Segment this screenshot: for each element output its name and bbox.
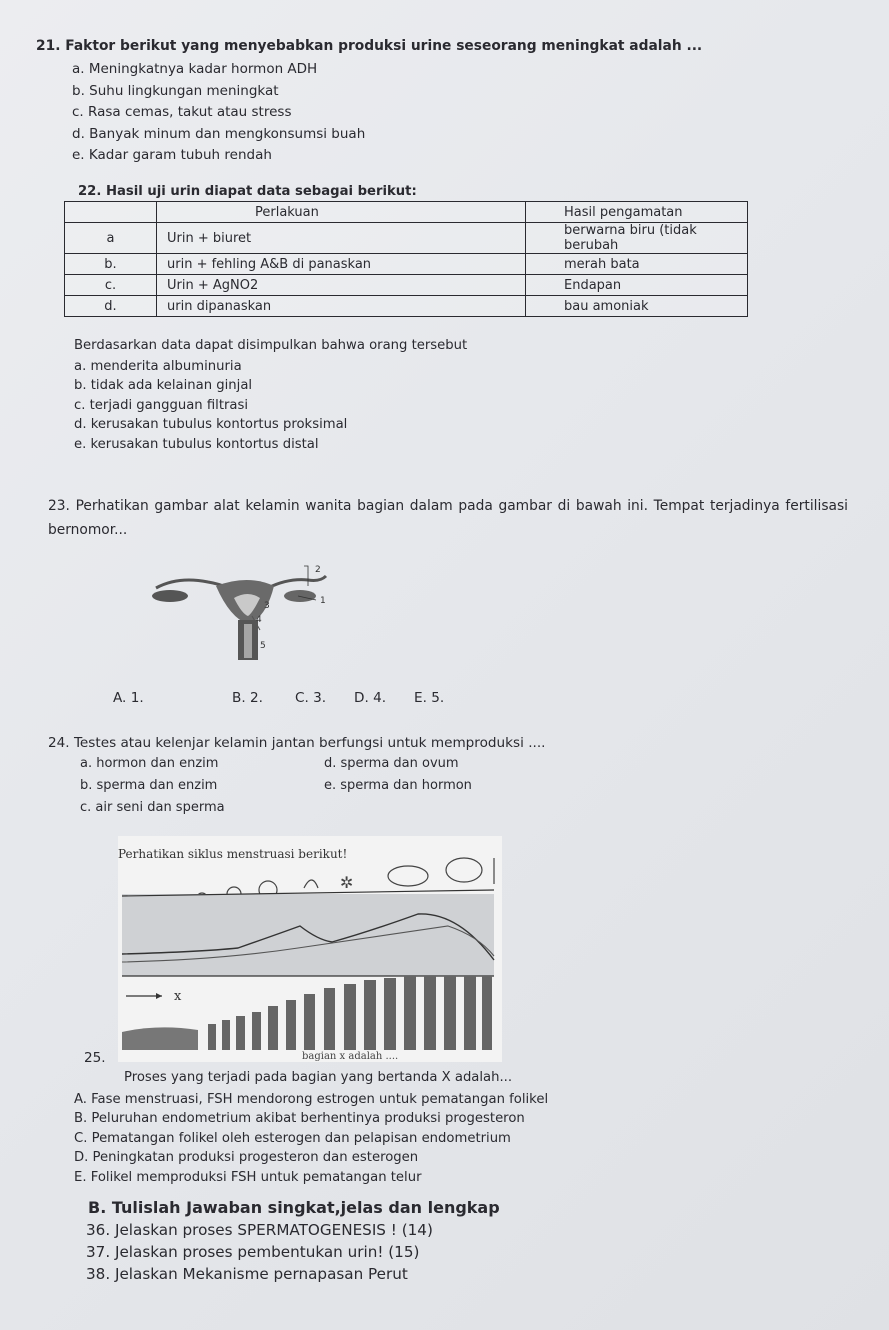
section-b-question-36: 36. Jelaskan proses SPERMATOGENESIS ! (14) [86, 1221, 433, 1239]
table-cell: berwarna biru (tidak berubah [526, 223, 748, 254]
figure-label: 3 [264, 601, 270, 611]
table-cell: urin dipanaskan [157, 296, 526, 317]
table-row [65, 296, 748, 317]
q23-text: 23. Perhatikan gambar alat kelamin wanita bagian dalam pada gambar di bawah ini. Tempat terjadinya fertilisasi bernomor... [48, 498, 848, 538]
table-cell: Endapan [526, 275, 748, 296]
table-row [65, 254, 748, 275]
q25-option-a[interactable]: A. Fase menstruasi, FSH mendorong estrogen untuk pematangan folikel [74, 1092, 549, 1107]
figure-label: 5 [260, 641, 266, 651]
q21-option-c[interactable]: c. Rasa cemas, takut atau stress [72, 104, 292, 120]
q23-option-c[interactable]: C. 3. [295, 690, 327, 706]
q25-options [74, 1089, 548, 1186]
q25-option-c[interactable]: C. Pematangan folikel oleh esterogen dan pelapisan endometrium [74, 1130, 511, 1146]
table-row [65, 223, 748, 254]
female-reproductive-organ-diagram [148, 558, 338, 660]
q23-option-a[interactable]: A. 1. [113, 690, 144, 706]
q25-option-e[interactable]: E. Folikel memproduksi FSH untuk pematangan telur [74, 1169, 422, 1185]
q22-title: 22. Hasil uji urin diapat data sebagai berikut: [78, 184, 417, 199]
q21-option-d[interactable]: d. Banyak minum dan mengkonsumsi buah [72, 125, 366, 142]
figure-marker-x: x [174, 989, 182, 1004]
svg-text:✲: ✲ [340, 873, 354, 892]
q22-option-a[interactable]: a. menderita albuminuria [74, 359, 242, 374]
q21-option-e[interactable]: e. Kadar garam tubuh rendah [72, 147, 272, 163]
section-b-question-37: 37. Jelaskan proses pembentukan urin! (15) [86, 1243, 420, 1261]
table-cell: d. [65, 296, 157, 317]
q24-option-e[interactable]: e. sperma dan hormon [324, 778, 472, 793]
q22-table [64, 201, 748, 317]
q24-option-b[interactable]: b. sperma dan enzim [80, 778, 218, 793]
section-b-title: B. Tulislah Jawaban singkat,jelas dan lengkap [88, 1198, 500, 1217]
table-cell: merah bata [526, 254, 748, 275]
table-cell: Urin + AgNO2 [157, 275, 526, 296]
table-row [65, 275, 748, 296]
q21-option-a[interactable]: a. Meningkatnya kadar hormon ADH [72, 61, 318, 77]
table-header: Hasil pengamatan [526, 202, 748, 223]
table-header: Perlakuan [157, 202, 526, 223]
table-header [65, 202, 157, 223]
q21-title: 21. Faktor berikut yang menyebabkan produksi urine seseorang meningkat adalah ... [36, 38, 703, 54]
q25-option-d[interactable]: D. Peningkatan produksi progesteron dan esterogen [74, 1150, 419, 1166]
q22-option-c[interactable]: c. terjadi gangguan filtrasi [74, 397, 249, 413]
q21-options [72, 59, 365, 167]
q23-option-d[interactable]: D. 4. [354, 690, 387, 706]
q22-options [74, 356, 347, 453]
q24-title: 24. Testes atau kelenjar kelamin jantan berfungsi untuk memproduksi .... [48, 735, 546, 751]
figure-label: 2 [315, 565, 321, 575]
q22-option-b[interactable]: b. tidak ada kelainan ginjal [74, 378, 253, 394]
menstrual-cycle-figure [118, 836, 502, 1062]
table-header-row [65, 202, 748, 223]
q25-option-b[interactable]: B. Peluruhan endometrium akibat berhentinya produksi progesteron [74, 1111, 525, 1127]
q24-option-a[interactable]: a. hormon dan enzim [80, 756, 219, 771]
q24-option-c[interactable]: c. air seni dan sperma [80, 800, 225, 815]
q23-option-b[interactable]: B. 2. [232, 690, 263, 706]
q25-text: Proses yang terjadi pada bagian yang bertanda X adalah... [124, 1070, 513, 1085]
figure-label: 4 [256, 615, 262, 625]
q22-option-e[interactable]: e. kerusakan tubulus kontortus distal [74, 436, 319, 452]
section-b-question-38: 38. Jelaskan Mekanisme pernapasan Perut [86, 1265, 408, 1283]
table-cell: Urin + biuret [157, 223, 526, 254]
q21-option-b[interactable]: b. Suhu lingkungan meningkat [72, 82, 279, 99]
figure-title: Perhatikan siklus menstruasi berikut! [118, 847, 348, 861]
table-cell: a [65, 223, 157, 254]
table-cell: urin + fehling A&B di panaskan [157, 254, 526, 275]
q23-option-e[interactable]: E. 5. [414, 690, 445, 706]
q24-option-d[interactable]: d. sperma dan ovum [324, 756, 459, 771]
figure-caption: bagian x adalah .... [302, 1051, 399, 1062]
table-cell: c. [65, 275, 157, 296]
q22-option-d[interactable]: d. kerusakan tubulus kontortus proksimal [74, 417, 348, 433]
figure-label: 1 [320, 596, 326, 606]
q22-conclusion: Berdasarkan data dapat disimpulkan bahwa orang tersebut [74, 338, 468, 353]
q25-number: 25. [84, 1050, 106, 1066]
table-cell: bau amoniak [526, 296, 748, 317]
table-cell: b. [65, 254, 157, 275]
